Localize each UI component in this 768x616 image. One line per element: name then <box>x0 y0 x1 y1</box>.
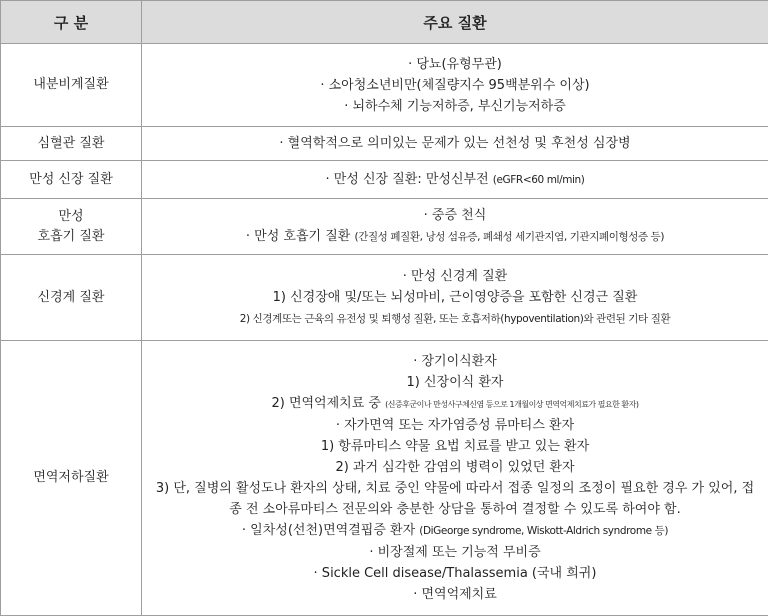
disease-item-note: (신증후군이나 만성사구체신염 등으로 1개월이상 면역억제치료가 필요한 환자) <box>385 400 638 409</box>
disease-item <box>150 563 760 584</box>
disease-item <box>150 96 760 117</box>
row-diseases <box>142 44 768 127</box>
disease-item <box>150 457 760 478</box>
disease-item <box>150 415 760 436</box>
row-diseases <box>142 199 768 255</box>
disease-item-text: · 혈역학적으로 의미있는 문제가 있는 선천성 및 후천성 심장병 <box>279 136 630 151</box>
disease-item <box>150 393 760 415</box>
row-diseases <box>142 341 768 616</box>
table-row <box>1 44 768 127</box>
header-diseases: 주요 질환 <box>142 1 768 44</box>
disease-item-text: · 중증 천식 <box>424 208 487 223</box>
disease-item-text: · 만성 신경계 질환 <box>403 269 507 284</box>
disease-item-text: 1) 신장이식 환자 <box>407 375 504 390</box>
disease-item <box>150 205 760 226</box>
disease-item <box>150 351 760 372</box>
row-category <box>1 161 142 199</box>
row-diseases <box>142 255 768 341</box>
disease-item <box>150 169 760 191</box>
table-row <box>1 127 768 161</box>
disease-item <box>150 372 760 393</box>
disease-item-text: · 소아청소년비만(체질량지수 95백분위수 이상) <box>320 78 589 93</box>
header-category: 구 분 <box>1 1 142 44</box>
disease-item-text: · 뇌하수체 기능저하증, 부신기능저하증 <box>344 99 566 114</box>
disease-item-text: · 당뇨(유형무관) <box>408 57 502 72</box>
disease-item-text: 2) 면역억제치료 중 <box>271 396 385 411</box>
category-label: 호흡기 질환 <box>7 227 135 247</box>
row-category <box>1 199 142 255</box>
disease-item-text: 2) 과거 심각한 감염의 병력이 있었던 환자 <box>335 460 574 475</box>
category-label: 내분비계질환 <box>7 75 135 95</box>
category-label: 심혈관 질환 <box>7 134 135 154</box>
disease-item-text: 1) 신경장애 및/또는 뇌성마비, 근이영양증을 포함한 신경근 질환 <box>273 290 638 305</box>
disease-item-text: · 비장절제 또는 기능적 무비증 <box>369 545 540 560</box>
disease-item-text: · 만성 신장 질환: 만성신부전 <box>325 172 492 187</box>
disease-item-text: 1) 항류마티스 약물 요법 치료를 받고 있는 환자 <box>321 439 589 454</box>
disease-item <box>150 133 760 154</box>
disease-item-note: (eGFR<60 ml/min) <box>493 174 585 186</box>
disease-item <box>150 520 760 542</box>
disease-item <box>150 226 760 248</box>
disease-item-text: · 면역억제치료 <box>413 587 497 602</box>
disease-item-text: · 장기이식환자 <box>413 354 497 369</box>
table-row <box>1 199 768 255</box>
row-category <box>1 44 142 127</box>
disease-item <box>150 54 760 75</box>
row-diseases <box>142 161 768 199</box>
disease-item <box>150 266 760 287</box>
disease-item-text: · 일차성(선천)면역결핍증 환자 <box>242 523 419 538</box>
disease-item-note: (간질성 폐질환, 낭성 섬유증, 폐쇄성 세기관지염, 기관지폐이형성증 등) <box>355 231 665 243</box>
disease-item <box>150 584 760 605</box>
disease-item <box>150 75 760 96</box>
disease-item-text: · 만성 호흡기 질환 <box>246 229 355 244</box>
table-header-row <box>1 1 768 44</box>
row-category <box>1 341 142 616</box>
disease-item <box>150 542 760 563</box>
disease-item <box>150 478 760 520</box>
category-label: 면역저하질환 <box>7 468 135 488</box>
disease-item-note: 2) 신경계또는 근육의 유전성 및 퇴행성 질환, 또는 호흡저하(hypoventilation)와 관련된 기타 질환 <box>240 313 670 325</box>
category-label: 만성 <box>7 207 135 227</box>
table-row <box>1 161 768 199</box>
category-label: 신경계 질환 <box>7 288 135 308</box>
category-label: 만성 신장 질환 <box>7 170 135 190</box>
row-category <box>1 127 142 161</box>
disease-item-text: · Sickle Cell disease/Thalassemia (국내 희귀) <box>314 566 597 581</box>
disease-item-text: 3) 단, 질병의 활성도나 환자의 상태, 치료 중인 약물에 따라서 접종 일정의 조정이 필요한 경우 가 있어, 접종 전 소아류마티스 전문의와 충분한 상담을 통하여 결정할 수 있도록 하여야 함. <box>156 481 754 517</box>
disease-item <box>150 308 760 330</box>
table-row <box>1 255 768 341</box>
table-row <box>1 341 768 616</box>
disease-item-note: (DiGeorge syndrome, Wiskott-Aldrich syndrome 등) <box>419 525 668 537</box>
disease-item <box>150 287 760 308</box>
row-category <box>1 255 142 341</box>
disease-item-text: · 자가면역 또는 자가염증성 류마티스 환자 <box>336 418 574 433</box>
row-diseases <box>142 127 768 161</box>
disease-item <box>150 436 760 457</box>
